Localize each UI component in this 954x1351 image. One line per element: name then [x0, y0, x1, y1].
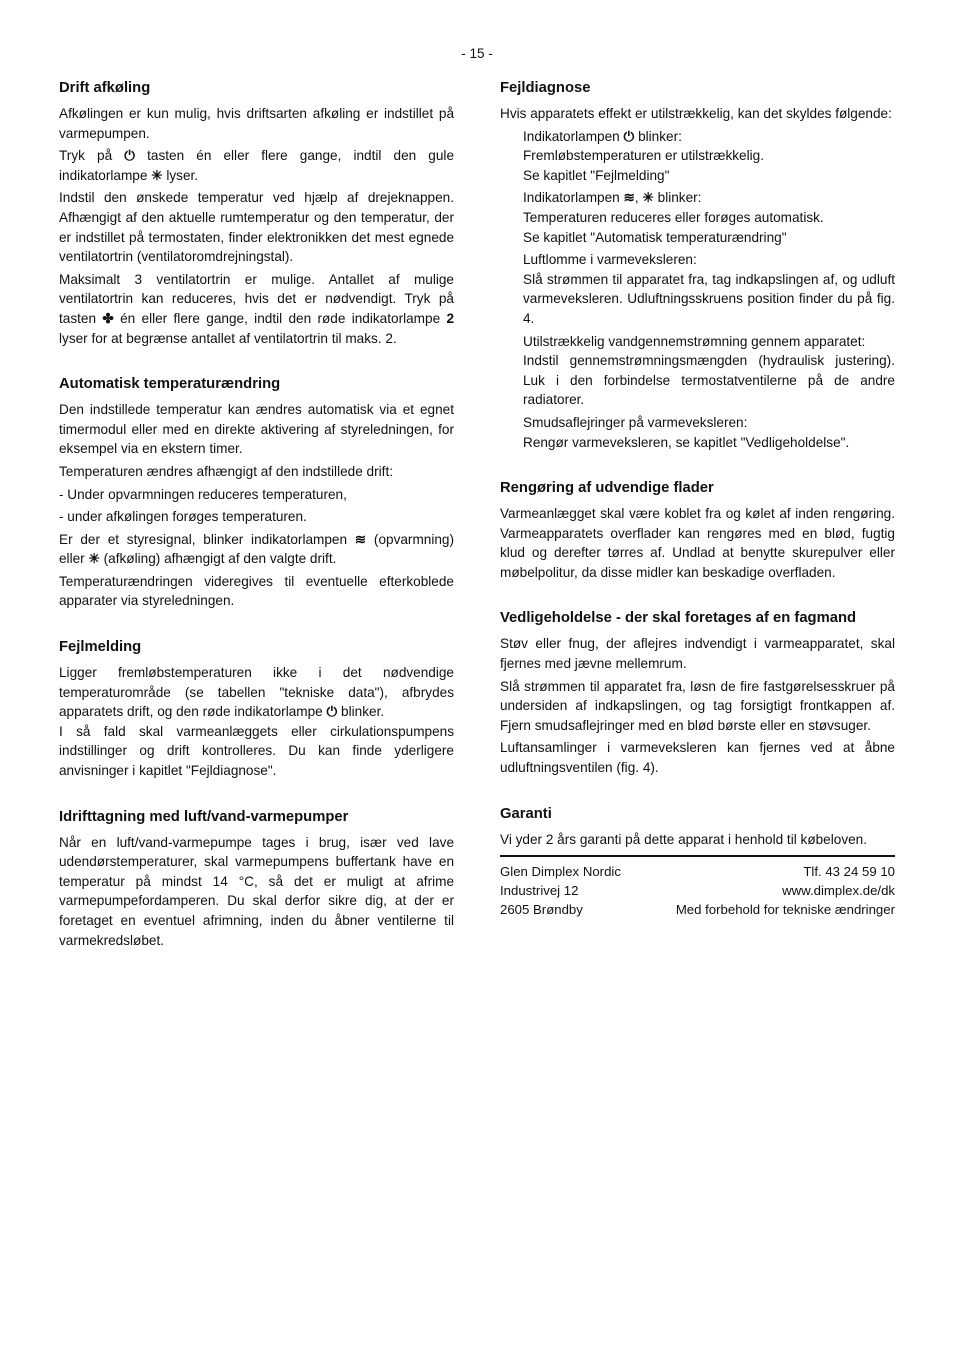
- paragraph: Luftlomme i varmeveksleren:: [523, 252, 697, 268]
- paragraph: Indstil den ønskede temperatur ved hjælp af drejeknappen. Afhængigt af den aktuelle rumtemperatur og den temperatur, der er indstillet på termostaten, finder elektronikken det mest egnede ventilatortrin (ventilatoromdrejningstal).: [59, 190, 454, 265]
- city: 2605 Brøndby: [500, 901, 583, 917]
- paragraph: [59, 146, 454, 185]
- right-column: [500, 78, 895, 920]
- list-item: [523, 332, 895, 410]
- text: blinker.: [341, 704, 385, 720]
- paragraph: I så fald skal varmeanlæggets eller cirkulationspumpens indstillinger og drift kontrolleres. Du kan finde yderligere anvisninger i kapitlet "Fejldiagnose".: [59, 723, 454, 779]
- list-item: [523, 413, 895, 452]
- snowflake-icon: ✳: [642, 190, 654, 206]
- website: www.dimplex.de/dk: [782, 883, 895, 899]
- paragraph: [523, 127, 895, 147]
- fan-icon: ✤: [102, 310, 114, 326]
- text: blinker:: [657, 190, 702, 206]
- text: Indikatorlampen: [523, 128, 620, 144]
- paragraph: Luftansamlinger i varmeveksleren kan fjernes ved at åbne udluftningsventilen (fig. 4).: [500, 740, 895, 776]
- paragraph: Varmeanlægget skal være koblet fra og kølet af inden rengøring. Varmeapparatets overflader kan rengøres med en blød, fugtig klud og derefter tørres af. Undlad at benytte skurepulver eller møbelpolitur, da disse midler kan beskadige overfladen.: [500, 506, 895, 580]
- paragraph: [59, 270, 454, 348]
- paragraph: Temperaturen ændres afhængigt af den indstillede drift:: [59, 463, 393, 479]
- paragraph: Indstil gennemstrømningsmængden (hydraulisk justering). Luk i den forbindelse termostatventilerne på de andre radiatorer.: [523, 353, 895, 408]
- street: Industrivej 12: [500, 883, 579, 899]
- paragraph: Når en luft/vand-varmepumpe tages i brug, især ved lave udendørstemperaturer, skal varmepumpens buffertank have en temperatur på mindst 14 °C, så det er muligt at afrime varmepumpefordamperen. Du skal derfor sikre dig, at der er foretaget en eventuel afrimning, inden du åbner ventilerne til varmekredsløbet.: [59, 834, 454, 948]
- paragraph: Støv eller fnug, der aflejres indvendigt i varmeapparatet, skal fjernes med jævne mellemrum.: [500, 636, 895, 672]
- section-drift-afkoling: [59, 78, 454, 348]
- text: Indikatorlampen: [523, 190, 620, 206]
- text: Er der et styresignal, blinker indikatorlampen: [59, 531, 348, 547]
- power-icon: ⏻: [124, 148, 136, 164]
- power-icon: ⏻: [326, 704, 338, 720]
- section-title: Drift afkøling: [59, 80, 151, 96]
- phone: Tlf. 43 24 59 10: [803, 864, 895, 880]
- company-footer: [500, 855, 895, 919]
- text: Tryk på: [59, 148, 113, 164]
- section-fejlmelding: [59, 637, 454, 781]
- company-name: Glen Dimplex Nordic: [500, 864, 621, 880]
- paragraph: Hvis apparatets effekt er utilstrækkelig, kan det skyldes følgende:: [500, 106, 892, 121]
- paragraph: - Under opvarmningen reduceres temperaturen,: [59, 486, 347, 502]
- section-title: Idrifttagning med luft/vand-varmepumper: [59, 808, 349, 825]
- paragraph: Slå strømmen til apparatet fra, tag indkapslingen af, og udluft varmeveksleren. Udluftningsskruens position finder du på fig. 4.: [523, 271, 895, 326]
- footer-row: [500, 901, 895, 920]
- section-title: Fejlmelding: [59, 639, 142, 656]
- section-title: Rengøring af udvendige flader: [500, 480, 714, 497]
- paragraph: Vi yder 2 års garanti på dette apparat i henhold til købeloven.: [500, 831, 868, 847]
- list-item: [523, 127, 895, 186]
- section-vedligeholdelse: [500, 608, 895, 777]
- section-idrifttagning: [59, 807, 454, 951]
- paragraph: - under afkølingen forøges temperaturen.: [59, 509, 307, 525]
- paragraph: [59, 663, 454, 722]
- paragraph: Temperaturen reduceres eller forøges automatisk.: [523, 209, 824, 225]
- section-rengoring: [500, 478, 895, 582]
- diagnosis-list: [500, 127, 895, 453]
- left-column: [59, 78, 454, 976]
- paragraph: Rengør varmeveksleren, se kapitlet "Vedligeholdelse".: [523, 434, 850, 450]
- section-title: Garanti: [500, 805, 552, 822]
- heat-icon: ≋: [623, 190, 635, 206]
- power-icon: ⏻: [623, 128, 635, 144]
- section-title: Vedligeholdelse - der skal foretages af en fagmand: [500, 610, 857, 627]
- paragraph: [59, 530, 454, 569]
- text: lyser.: [166, 167, 199, 183]
- section-fejldiagnose: [500, 78, 895, 452]
- text-bold: 2: [446, 310, 455, 326]
- paragraph: Utilstrækkelig vandgennemstrømning gennem apparatet:: [523, 333, 866, 349]
- paragraph: Smudsaflejringer på varmeveksleren:: [523, 414, 748, 430]
- paragraph: Slå strømmen til apparatet fra, løsn de fire fastgørelsesskruer på undersiden af indkapslingen, og tag forsigtigt frontkappen af. Fjern smudsaflejringer med en blød børste eller en støvsuger.: [500, 678, 895, 733]
- section-automatisk: [59, 374, 454, 611]
- section-title: Automatisk temperaturændring: [59, 376, 281, 393]
- text: (afkøling) afhængigt af den valgte drift.: [103, 551, 337, 567]
- snowflake-icon: ✳: [151, 167, 163, 183]
- section-garanti: [500, 804, 895, 920]
- text: Maksimalt 3 ventilatortrin er mulige. Antallet af mulige ventilatortrin kan reduceres, hvis det er nødvendigt. Tryk på tasten: [59, 271, 454, 326]
- heat-icon: ≋: [354, 531, 367, 547]
- paragraph: Indikatorlampen ≋, ✳ blinker:: [523, 188, 895, 208]
- text: Ligger fremløbstemperaturen ikke i det nødvendige temperaturområde (se tabellen "tekniske data"), afbrydes apparatets drift, og den røde indikatorlampe: [59, 665, 454, 720]
- list-item: [523, 188, 895, 247]
- text: én eller flere gange, indtil den røde indikatorlampe: [120, 310, 441, 326]
- page-number: - 15 -: [461, 46, 493, 61]
- paragraph: Se kapitlet "Fejlmelding": [523, 167, 670, 183]
- text: blinker:: [638, 128, 682, 144]
- text: tasten én eller flere gange, indtil den gule indikatorlampe: [59, 148, 455, 183]
- paragraph: Afkølingen er kun mulig, hvis driftsarten afkøling er indstillet på varmepumpen.: [59, 106, 454, 141]
- disclaimer: Med forbehold for tekniske ændringer: [675, 901, 895, 917]
- section-title: Fejldiagnose: [500, 80, 591, 96]
- footer-row: [500, 863, 895, 882]
- footer-row: [500, 882, 895, 901]
- snowflake-icon: ✳: [88, 551, 100, 567]
- paragraph: Se kapitlet "Automatisk temperaturændring": [523, 229, 787, 245]
- text: (opvarmning) eller: [59, 531, 455, 567]
- list-item: [523, 250, 895, 328]
- text: lyser for at begrænse antallet af ventilatortrin til maks. 2.: [59, 330, 397, 346]
- paragraph: Fremløbstemperaturen er utilstrækkelig.: [523, 148, 764, 164]
- paragraph: Temperaturændringen videregives til eventuelle efterkoblede apparater via styreledningen.: [59, 573, 454, 609]
- paragraph: Den indstillede temperatur kan ændres automatisk via et egnet timermodul eller med en direkte aktivering af styreledningen, for eksempel via en ekstern timer.: [59, 402, 454, 457]
